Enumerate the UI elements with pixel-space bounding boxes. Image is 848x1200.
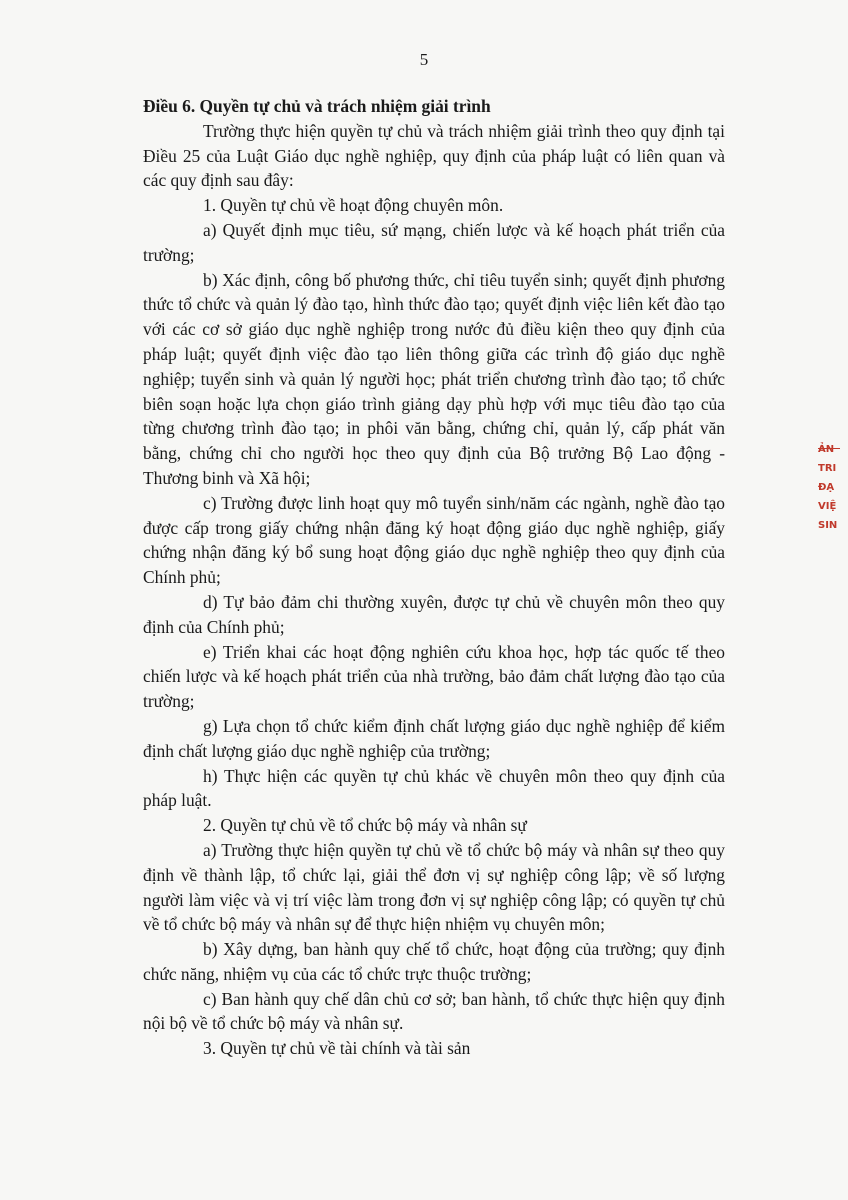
section-item: a) Quyết định mục tiêu, sứ mạng, chiến lược và kế hoạch phát triển của trường; [143,219,725,265]
red-stamp-fragment [818,440,848,590]
stamp-text: ẢN [818,444,835,455]
section-item: c) Ban hành quy chế dân chủ cơ sở; ban hành, tổ chức thực hiện quy định nội bộ về tổ chức bộ máy và nhân sự. [143,988,725,1034]
article-intro: Trường thực hiện quyền tự chủ và trách nhiệm giải trình theo quy định tại Điều 25 của Luật Giáo dục nghề nghiệp, quy định của pháp luật có liên quan và các quy định sau đây: [143,120,725,191]
section-heading: 1. Quyền tự chủ về hoạt động chuyên môn. [203,195,504,216]
section-item: b) Xây dựng, ban hành quy chế tổ chức, hoạt động của trường; quy định chức năng, nhiệm vụ của các tổ chức trực thuộc trường; [143,939,725,984]
stamp-text: ĐẠ [818,482,835,493]
section-item: d) Tự bảo đảm chi thường xuyên, được tự chủ về chuyên môn theo quy định của Chính phủ; [143,591,725,637]
page-number: 5 [419,50,429,69]
section-item: c) Trường được linh hoạt quy mô tuyển sinh/năm các ngành, nghề đào tạo được cấp trong giấy chứng nhận đăng ký hoạt động giáo dục nghề nghiệp, giấy chứng nhận đăng ký bổ sung hoạt động giáo dục nghề nghiệp theo quy định của Chính phủ; [143,492,725,588]
stamp-text: SIN [818,520,838,531]
section-item: b) Xác định, công bố phương thức, chỉ tiêu tuyển sinh; quyết định phương thức tổ chức và quản lý đào tạo, hình thức đào tạo; quyết định việc liên kết đào tạo với các cơ sở giáo dục nghề nghiệp trong nước đủ điều kiện theo quy định của pháp luật; quyết định việc đào tạo liên thông giữa các trình độ giáo dục nghề nghiệp; tuyển sinh và quản lý người học; phát triển chương trình đào tạo; tổ chức biên soạn hoặc lựa chọn giáo trình giảng dạy phù hợp với mục tiêu đào tạo của từng chương trình đào tạo; in phôi văn bằng, chứng chỉ, quản lý, cấp phát văn bằng, chứng chỉ cho người học theo quy định của Bộ trưởng Bộ Lao động - Thương binh và Xã hội; [143,269,725,488]
section-heading: 2. Quyền tự chủ về tổ chức bộ máy và nhân sự [203,815,527,836]
section-item: g) Lựa chọn tổ chức kiểm định chất lượng giáo dục nghề nghiệp để kiểm định chất lượng giáo dục nghề nghiệp của trường; [143,715,725,761]
section-heading: 3. Quyền tự chủ về tài chính và tài sản [203,1038,471,1059]
article-title: Điều 6. Quyền tự chủ và trách nhiệm giải trình [143,96,491,116]
section-item: a) Trường thực hiện quyền tự chủ về tổ chức bộ máy và nhân sự theo quy định về thành lập, tổ chức lại, giải thể đơn vị sự nghiệp công lập; về số lượng người làm việc và vị trí việc làm trong đơn vị sự nghiệp công lập; có quyền tự chủ về tổ chức bộ máy và nhân sự để thực hiện nhiệm vụ chuyên môn; [143,839,725,935]
stamp-text: TRI [818,463,837,474]
document-body [143,94,725,1061]
stamp-text: VIỆ [818,501,837,512]
section-item: h) Thực hiện các quyền tự chủ khác về chuyên môn theo quy định của pháp luật. [143,765,725,811]
section-item: e) Triển khai các hoạt động nghiên cứu khoa học, hợp tác quốc tế theo chiến lược và kế hoạch phát triển của nhà trường, bảo đảm chất lượng đào tạo của trường; [143,641,725,712]
